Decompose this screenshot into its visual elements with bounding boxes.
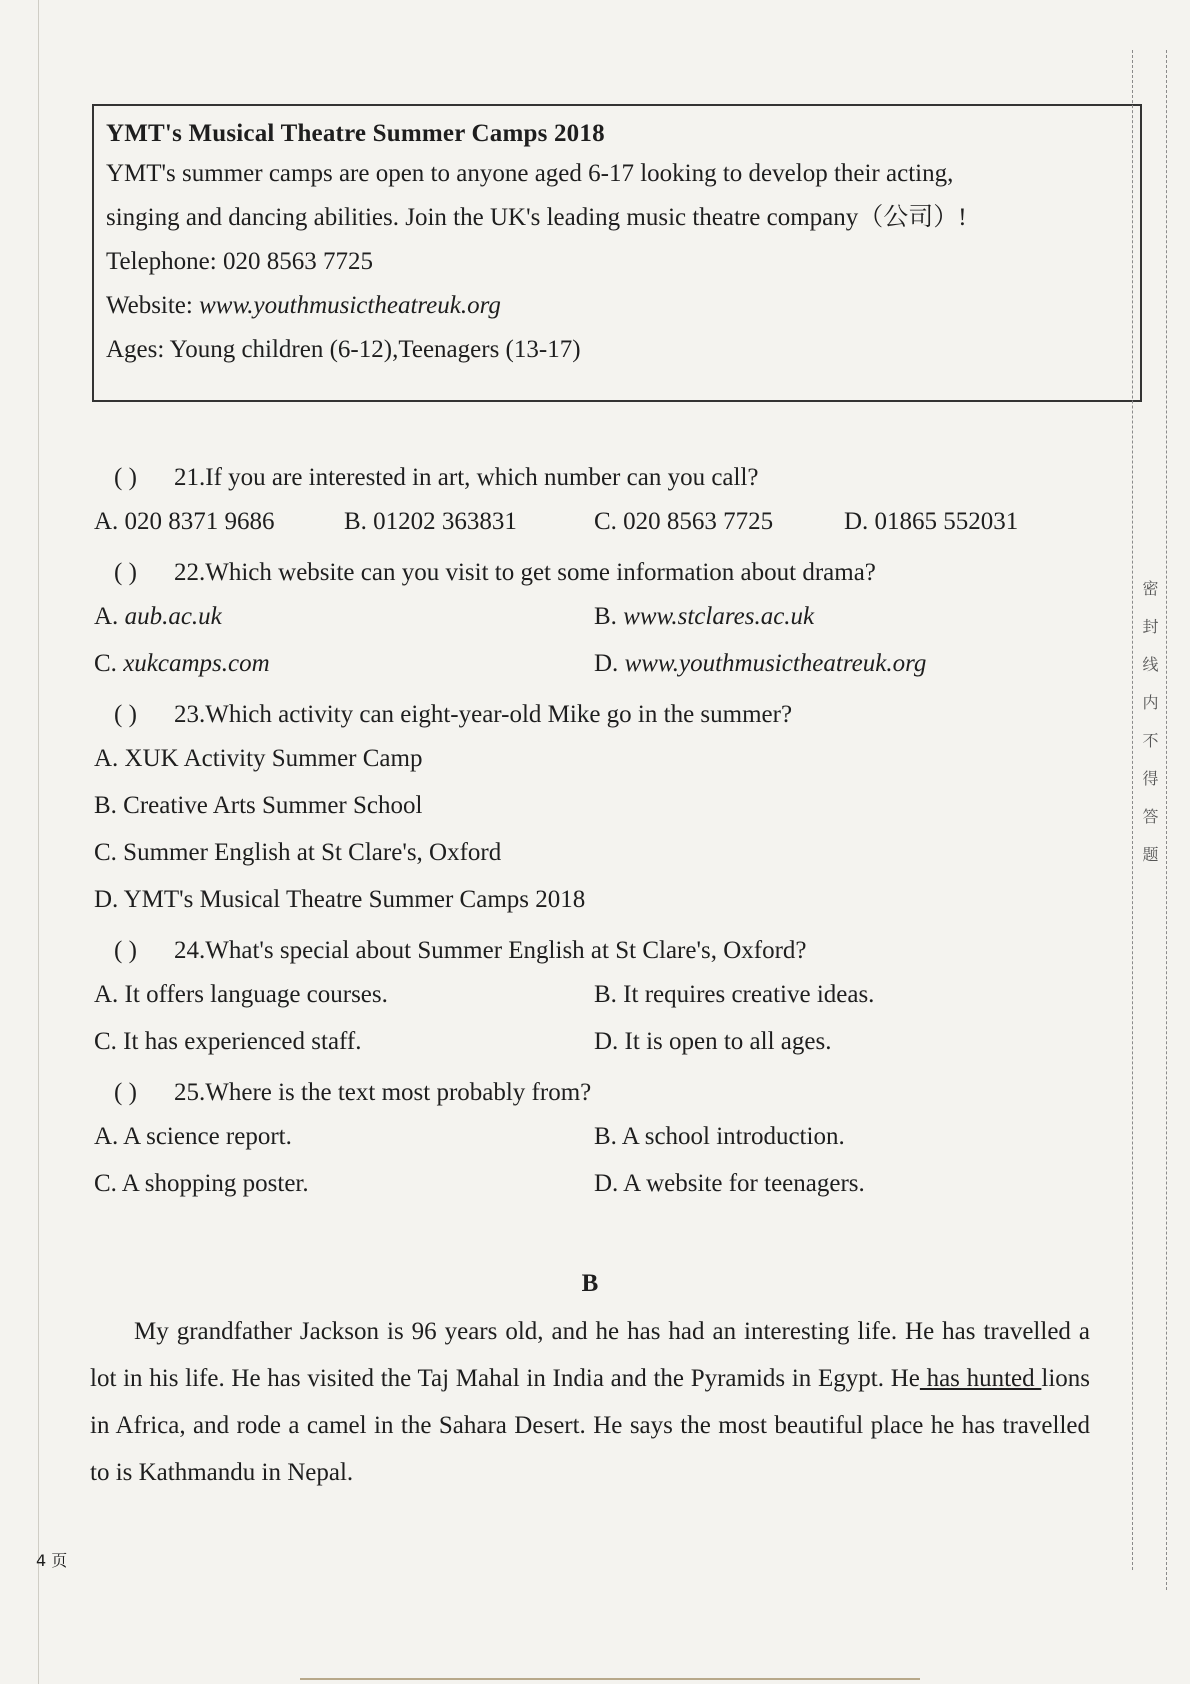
answer-paren[interactable]: ( ) bbox=[114, 1079, 137, 1106]
section-heading: B bbox=[581, 1270, 599, 1297]
binding-dashed-line bbox=[1166, 50, 1167, 1590]
question-text: 22.Which website can you visit to get some information about drama? bbox=[174, 559, 876, 586]
option-a: A. A science report. bbox=[94, 1123, 292, 1150]
notice-website-url: www.youthmusictheatreuk.org bbox=[199, 292, 501, 319]
question-text: 23.Which activity can eight-year-old Mike go in the summer? bbox=[174, 701, 793, 728]
option-text: www.stclares.ac.uk bbox=[623, 603, 815, 630]
answer-paren[interactable]: ( ) bbox=[114, 464, 137, 491]
question-22 bbox=[94, 553, 1094, 687]
question-24 bbox=[94, 931, 1094, 1065]
notice-website bbox=[106, 284, 1126, 328]
notice-telephone: Telephone: 020 8563 7725 bbox=[106, 248, 373, 275]
question-25 bbox=[94, 1073, 1094, 1207]
paragraph-text-after: lions in Africa, and rode a camel in the Sahara Desert. He says the most beautiful place he has travelled to is Kathmandu in Nepal. bbox=[90, 1365, 1090, 1486]
option-list bbox=[94, 498, 1094, 545]
option-b: B. 01202 363831 bbox=[344, 508, 517, 535]
option-a: A. 020 8371 9686 bbox=[94, 508, 275, 535]
option-a: A. XUK Activity Summer Camp bbox=[94, 745, 423, 772]
notice-ages: Ages: Young children (6-12),Teenagers (13-17) bbox=[106, 336, 581, 363]
bottom-rule bbox=[300, 1678, 920, 1680]
notice-title: YMT's Musical Theatre Summer Camps 2018 bbox=[106, 120, 605, 147]
option-text: www.youthmusictheatreuk.org bbox=[624, 650, 927, 677]
answer-paren[interactable]: ( ) bbox=[114, 701, 137, 728]
option-text: xukcamps.com bbox=[123, 650, 270, 677]
camp-notice-box bbox=[92, 104, 1142, 402]
question-list bbox=[94, 458, 1094, 1215]
option-list bbox=[94, 735, 1094, 923]
binding-dashed-line bbox=[1132, 50, 1133, 1570]
option-d: D. It is open to all ages. bbox=[594, 1028, 832, 1055]
binding-warning-text: 密封线内不得答题 bbox=[1140, 580, 1159, 884]
option-list bbox=[94, 1113, 1094, 1207]
question-text: 21.If you are interested in art, which number can you call? bbox=[174, 464, 759, 491]
page-left-edge bbox=[38, 0, 39, 1684]
option-letter: C. bbox=[94, 650, 124, 677]
option-c: C. It has experienced staff. bbox=[94, 1028, 362, 1055]
option-list bbox=[94, 593, 1094, 687]
question-stem bbox=[94, 458, 1094, 498]
reading-paragraph bbox=[90, 1308, 1090, 1496]
option-d: D. YMT's Musical Theatre Summer Camps 2018 bbox=[94, 886, 586, 913]
option-a bbox=[94, 593, 594, 640]
section-b bbox=[90, 1270, 1090, 1496]
option-b: B. It requires creative ideas. bbox=[594, 981, 875, 1008]
question-stem bbox=[94, 695, 1094, 735]
underlined-phrase: has hunted bbox=[919, 1365, 1042, 1392]
question-stem bbox=[94, 553, 1094, 593]
option-c bbox=[94, 640, 594, 687]
option-d bbox=[594, 640, 1094, 687]
option-d: D. A website for teenagers. bbox=[594, 1170, 865, 1197]
option-c: C. A shopping poster. bbox=[94, 1170, 309, 1197]
notice-website-label: Website: bbox=[106, 292, 200, 319]
question-text: 24.What's special about Summer English at St Clare's, Oxford? bbox=[174, 937, 807, 964]
option-b bbox=[594, 593, 1094, 640]
paragraph-text-before: My grandfather Jackson is 96 years old, and he has had an interesting life. He has travelled a lot in his life. He has visited the Taj Mahal in India and the Pyramids in Egypt. He bbox=[90, 1318, 1090, 1392]
option-text: aub.ac.uk bbox=[124, 603, 222, 630]
option-c: C. 020 8563 7725 bbox=[594, 508, 774, 535]
question-23 bbox=[94, 695, 1094, 923]
option-list bbox=[94, 971, 1094, 1065]
question-stem bbox=[94, 931, 1094, 971]
option-letter: B. bbox=[594, 603, 624, 630]
notice-description-line-1: YMT's summer camps are open to anyone aged 6-17 looking to develop their acting, bbox=[106, 160, 954, 187]
answer-paren[interactable]: ( ) bbox=[114, 937, 137, 964]
option-b: B. Creative Arts Summer School bbox=[94, 792, 423, 819]
page-number: 4 页 bbox=[36, 1551, 68, 1570]
question-text: 25.Where is the text most probably from? bbox=[174, 1079, 592, 1106]
question-21 bbox=[94, 458, 1094, 545]
option-a: A. It offers language courses. bbox=[94, 981, 388, 1008]
option-c: C. Summer English at St Clare's, Oxford bbox=[94, 839, 502, 866]
option-letter: D. bbox=[594, 650, 625, 677]
notice-description-line-2: singing and dancing abilities. Join the UK's leading music theatre company（公司）! bbox=[106, 204, 967, 231]
answer-paren[interactable]: ( ) bbox=[114, 559, 137, 586]
option-d: D. 01865 552031 bbox=[844, 508, 1019, 535]
option-letter: A. bbox=[94, 603, 125, 630]
question-stem bbox=[94, 1073, 1094, 1113]
option-b: B. A school introduction. bbox=[594, 1123, 845, 1150]
